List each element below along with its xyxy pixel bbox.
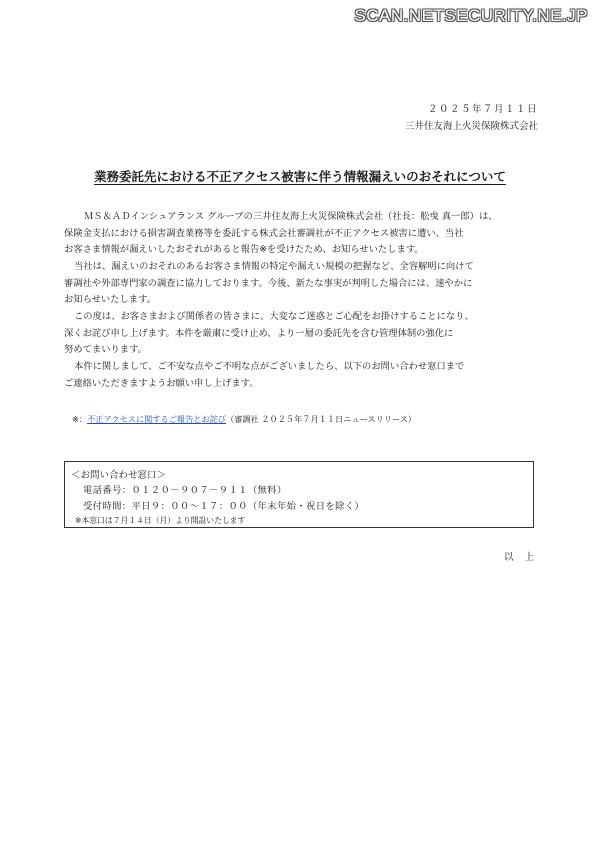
body-line: 保険金支払における損害調査業務等を委託する株式会社審調社が不正アクセス被害に遭い、当社 — [64, 227, 464, 239]
news-release-link[interactable]: 不正アクセスに関するご報告とお詫び — [87, 414, 227, 424]
body-paragraph-1 — [64, 209, 542, 259]
document-date: ２０２５年７月１１日 — [427, 104, 538, 115]
body-line: ＭＳ＆ＡＤインシュアランス グループの三井住友海上火災保険株式会社（社長：舩曵 真一郎）は、 — [84, 211, 498, 222]
body-line: 当社は、漏えいのおそれのあるお客さま情報の特定や漏えい規模の把握など、全容解明に向けて — [74, 261, 474, 272]
body-line: 審調社や外部専門家の調査に協力しております。今後、新たな事実が判明した場合には、速やかに — [64, 277, 473, 289]
body-paragraph-4 — [64, 359, 542, 392]
body-paragraph-2 — [64, 259, 542, 309]
document-title: 業務委託先における不正アクセス被害に伴う情報漏えいのおそれについて — [94, 169, 506, 184]
footnote — [72, 414, 416, 425]
body-line: お客さま情報が漏えいしたおそれがあると報告※を受けたため、お知らせいたします。 — [64, 244, 424, 255]
body-line: ご連絡いただきますようお願い申し上げます。 — [64, 377, 259, 389]
issuing-company: 三井住友海上火災保険株式会社 — [404, 121, 538, 132]
watermark: SCAN.NETSECURITY.NE.JP — [354, 6, 588, 25]
footnote-prefix: ※： — [72, 414, 88, 424]
footnote-source: （審調社 ２０２５年７月１１日ニュースリリース） — [226, 414, 417, 424]
contact-box — [64, 461, 534, 528]
contact-heading: ＜お問い合わせ窓口＞ — [71, 470, 167, 481]
body-line: お知らせいたします。 — [64, 294, 156, 305]
body-line: 深くお詫び申し上げます。本件を厳粛に受け止め、より一層の委託先を含む管理体制の強化に — [64, 327, 454, 339]
contact-note: ※本窓口は７月１４日（月）より開設いたします — [75, 516, 246, 525]
closing-mark: 以 上 — [503, 552, 538, 563]
contact-phone: 電話番号：０１２０－９０７－９１１（無料） — [83, 485, 287, 496]
contact-hours: 受付時間：平日９：００～１７：００（年末年始・祝日を除く） — [83, 501, 365, 512]
body-line: 本件に関しまして、ご不安な点やご不明な点がございましたら、以下のお問い合わせ窓口まで — [74, 361, 465, 372]
body-line: 努めてまいります。 — [64, 344, 147, 355]
body-line: この度は、お客さまおよび関係者の皆さまに、大変なご迷惑とご心配をお掛けすることになり、 — [74, 311, 474, 322]
body-paragraph-3 — [64, 309, 542, 359]
